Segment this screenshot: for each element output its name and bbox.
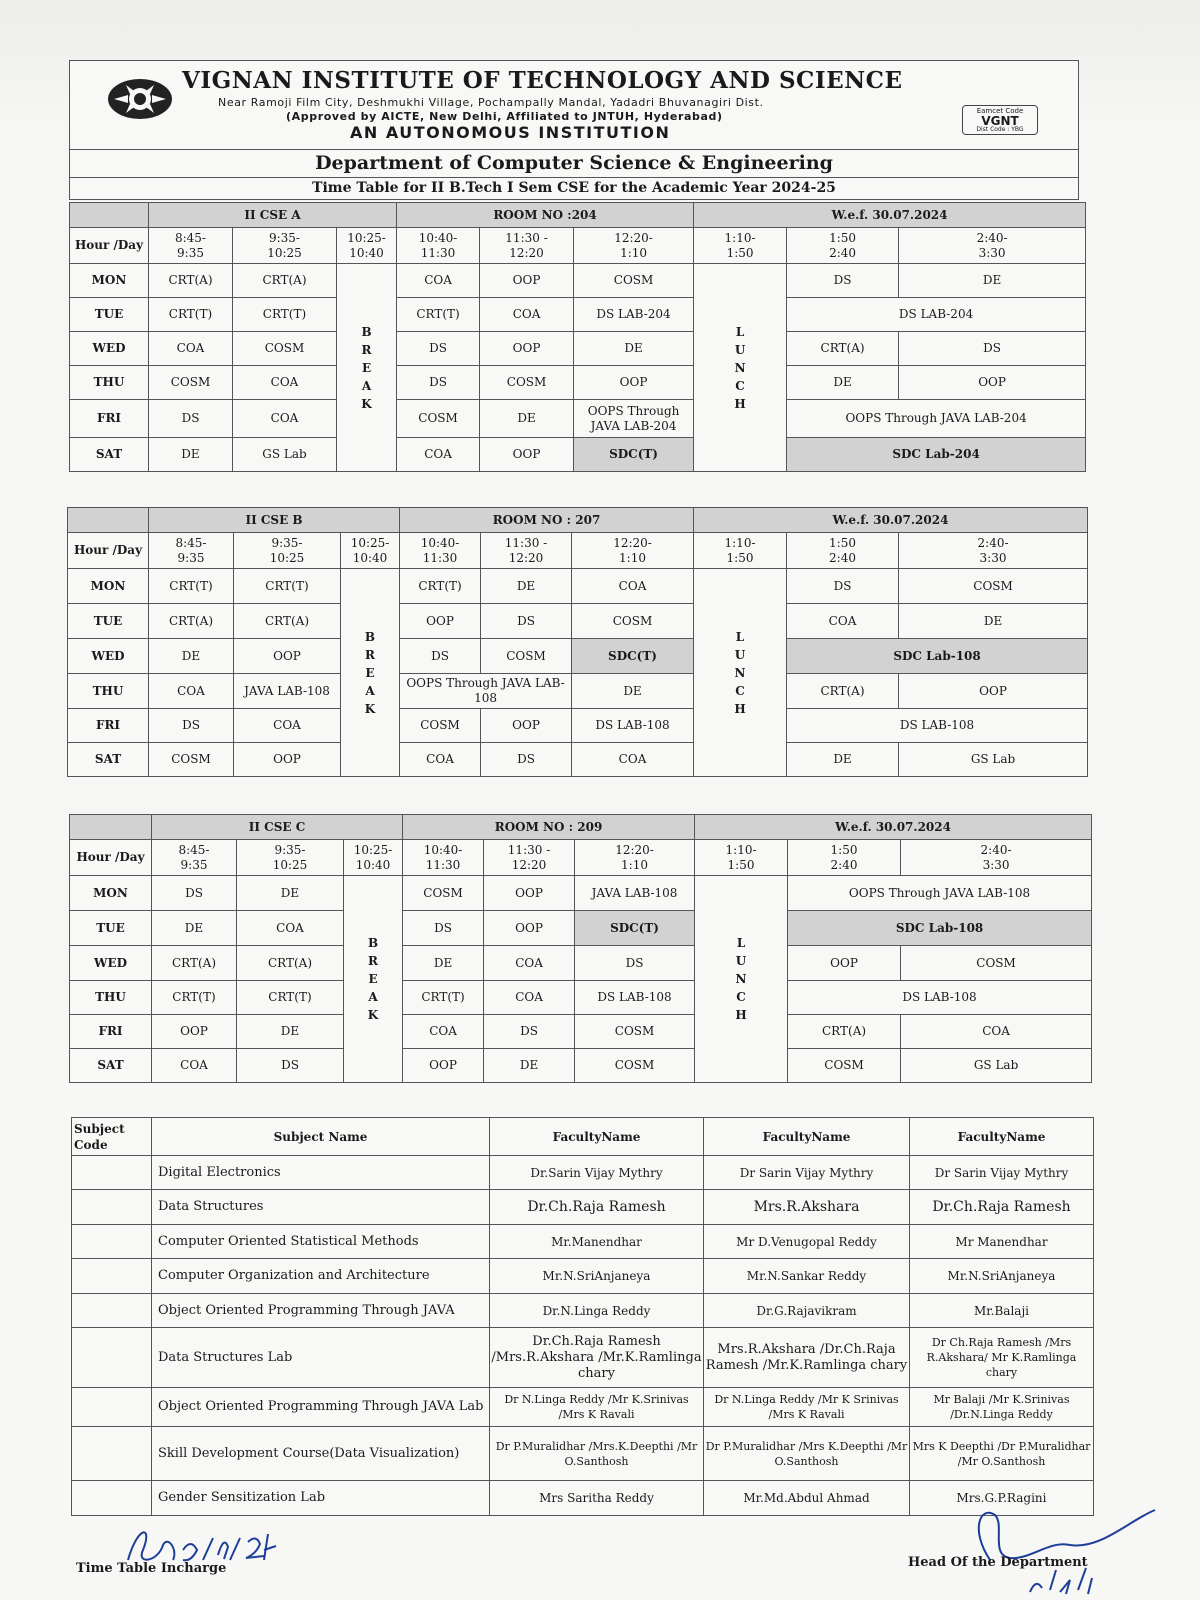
faculty-a: Dr N.Linga Reddy /Mr K.Srinivas /Mrs K Ravali [490,1388,704,1427]
faculty-b: Mr.Md.Abdul Ahmad [704,1481,910,1516]
cell: COSM [233,332,337,366]
faculty-header-b: FacultyName [704,1118,910,1156]
faculty-row [72,1328,1094,1388]
period-lunch: 1:10- 1:50 [694,533,787,569]
day-mon: MON [70,876,152,911]
cell: OOP [152,1015,237,1049]
period-break: 10:25- 10:40 [344,840,403,876]
period-1: 8:45- 9:35 [149,228,233,264]
hod-signature-icon [960,1500,1160,1600]
cell: DS [400,639,481,674]
faculty-a: Dr.Sarin Vijay Mythry [490,1156,704,1190]
break-letter: R [365,647,375,662]
cell: COA [397,264,480,298]
subject-name-header: Subject Name [152,1118,490,1156]
day-tue: TUE [70,911,152,946]
subject-name: Data Structures [152,1190,490,1225]
cell: COSM [899,569,1088,604]
hour-day-label: Hour /Day [70,228,149,264]
faculty-b: Mrs.R.Akshara [704,1190,910,1225]
cell: SDC(T) [572,639,694,674]
faculty-row [72,1294,1094,1328]
cell: CRT(T) [403,981,484,1015]
cell: SDC Lab-108 [787,639,1088,674]
cell: DS [575,946,695,981]
cell: DE [403,946,484,981]
cell: DE [480,400,574,438]
cell: COSM [572,604,694,639]
cell: OOP [480,264,574,298]
cell: OOP [481,709,572,743]
faculty-b: Dr Sarin Vijay Mythry [704,1156,910,1190]
section-name: II CSE C [152,815,403,840]
day-wed: WED [70,946,152,981]
break-letter: K [367,1008,379,1022]
institute-name: VIGNAN INSTITUTE OF TECHNOLOGY AND SCIENCE [182,67,903,94]
period-1: 8:45- 9:35 [152,840,237,876]
cell: COA [484,981,575,1015]
timetable-section-a [69,202,1086,472]
cell: CRT(A) [787,332,899,366]
cell: DS [899,332,1086,366]
cell: COA [787,604,899,639]
faculty-c: Dr Ch.Raja Ramesh /Mrs R.Akshara/ Mr K.Ramlinga chary [910,1328,1094,1388]
cell: COSM [481,639,572,674]
cell: CRT(T) [237,981,344,1015]
period-break: 10:25- 10:40 [341,533,400,569]
faculty-a: Dr.N.Linga Reddy [490,1294,704,1328]
faculty-c: Mr Manendhar [910,1225,1094,1259]
lunch-letter: C [735,683,745,698]
faculty-row [72,1388,1094,1427]
faculty-b: Mr.N.Sankar Reddy [704,1259,910,1294]
break-letter: K [361,396,372,411]
faculty-row [72,1481,1094,1516]
cell: DE [899,264,1086,298]
break-letter: R [361,342,372,357]
faculty-a: Dr P.Muralidhar /Mrs.K.Deepthi /Mr O.Santhosh [490,1427,704,1481]
cell: DE [149,639,234,674]
cell: DE [237,1015,344,1049]
subject-name: Object Oriented Programming Through JAVA [152,1294,490,1328]
room-number: ROOM NO : 207 [400,508,694,533]
cell: COSM [788,1049,901,1083]
subject-name: Computer Organization and Architecture [152,1259,490,1294]
cell: CRT(A) [152,946,237,981]
cell: OOP [574,366,694,400]
section-name: II CSE B [149,508,400,533]
break-letter: E [368,972,378,986]
cell: COA [484,946,575,981]
lunch-letter: U [734,647,746,662]
faculty-b: Dr.G.Rajavikram [704,1294,910,1328]
cell: DS LAB-108 [788,981,1092,1015]
cell: OOP [788,946,901,981]
lunch-letter: L [736,936,746,950]
cell: COSM [575,1049,695,1083]
lunch-column [694,569,787,777]
cell: DE [899,604,1088,639]
eamcet-label: Eamcet Code [976,107,1024,115]
faculty-a: Dr.Ch.Raja Ramesh [490,1190,704,1225]
lunch-letter: U [734,342,746,357]
faculty-c: Mr.N.SriAnjaneya [910,1259,1094,1294]
cell: CRT(A) [234,604,341,639]
cell: CRT(A) [149,264,233,298]
cell: DS [484,1015,575,1049]
day-fri: FRI [68,709,149,743]
cell: DE [572,674,694,709]
cell: SDC Lab-108 [788,911,1092,946]
cell: DE [237,876,344,911]
cell: COA [234,709,341,743]
cell: SDC Lab-204 [787,438,1086,472]
cell: OOP [480,438,574,472]
cell: JAVA LAB-108 [575,876,695,911]
subject-name: Data Structures Lab [152,1328,490,1388]
cell: DS LAB-108 [787,709,1088,743]
eamcet-code: VGNT [981,114,1019,128]
break-letter: B [361,324,372,339]
cell: SDC(T) [574,438,694,472]
room-number: ROOM NO : 209 [403,815,695,840]
cell: OOPS Through JAVA LAB-204 [574,400,694,438]
cell: DS [481,604,572,639]
cell: DE [149,438,233,472]
cell: CRT(T) [400,569,481,604]
cell: SDC(T) [575,911,695,946]
cell: DS [397,332,480,366]
period-3: 10:40- 11:30 [397,228,480,264]
faculty-a: Mr.N.SriAnjaneya [490,1259,704,1294]
cell: COA [152,1049,237,1083]
cell: DE [484,1049,575,1083]
cell: DS [152,876,237,911]
cell: OOP [899,366,1086,400]
cell: COSM [403,876,484,911]
day-thu: THU [68,674,149,709]
cell: COA [149,674,234,709]
period-7: 2:40- 3:30 [901,840,1092,876]
cell: CRT(A) [788,1015,901,1049]
subject-name: Computer Oriented Statistical Methods [152,1225,490,1259]
period-5: 12:20- 1:10 [572,533,694,569]
period-break: 10:25- 10:40 [337,228,397,264]
period-4: 11:30 - 12:20 [481,533,572,569]
hour-day-label: Hour /Day [68,533,149,569]
cell: CRT(A) [787,674,899,709]
period-2: 9:35- 10:25 [233,228,337,264]
faculty-row [72,1427,1094,1481]
break-letter: A [368,990,378,1004]
lunch-letter: L [735,629,745,644]
faculty-a: Mrs Saritha Reddy [490,1481,704,1516]
break-letter: K [364,701,376,716]
cell: COA [233,400,337,438]
cell: OOP [484,911,575,946]
faculty-row [72,1259,1094,1294]
cell: GS Lab [899,743,1088,777]
period-lunch: 1:10- 1:50 [695,840,788,876]
period-1: 8:45- 9:35 [149,533,234,569]
cell: COA [572,569,694,604]
cell: COSM [480,366,574,400]
cell: OOPS Through JAVA LAB-108 [788,876,1092,911]
cell: COA [901,1015,1092,1049]
faculty-b: Dr N.Linga Reddy /Mr K Srinivas /Mrs K Ravali [704,1388,910,1427]
cell: COSM [397,400,480,438]
cell: DS LAB-204 [574,298,694,332]
faculty-table [71,1117,1094,1516]
subject-name: Skill Development Course(Data Visualization) [152,1427,490,1481]
period-5: 12:20- 1:10 [575,840,695,876]
day-mon: MON [68,569,149,604]
cell: DS [787,264,899,298]
cell: DS [237,1049,344,1083]
department-title: Department of Computer Science & Engineering [70,149,1078,178]
cell: CRT(T) [234,569,341,604]
cell: DE [787,743,899,777]
break-letter: A [361,378,372,393]
cell: CRT(T) [233,298,337,332]
subject-name: Object Oriented Programming Through JAVA Lab [152,1388,490,1427]
cell: COA [480,298,574,332]
day-wed: WED [70,332,149,366]
hour-day-label: Hour /Day [70,840,152,876]
timetable-section-b [67,507,1088,777]
period-6: 1:50 2:40 [787,533,899,569]
period-2: 9:35- 10:25 [237,840,344,876]
day-tue: TUE [70,298,149,332]
cell: DS [403,911,484,946]
faculty-b: Mrs.R.Akshara /Dr.Ch.Raja Ramesh /Mr.K.Ramlinga chary [704,1328,910,1388]
break-letter: R [368,954,378,968]
period-lunch: 1:10- 1:50 [694,228,787,264]
cell: COSM [575,1015,695,1049]
cell: CRT(A) [149,604,234,639]
section-name: II CSE A [149,203,397,228]
lunch-column [695,876,788,1083]
faculty-row [72,1156,1094,1190]
institute-address: Near Ramoji Film City, Deshmukhi Village, Pochampally Mandal, Yadadri Bhuvanagiri Dist. [218,96,764,109]
cell: CRT(A) [233,264,337,298]
lunch-letter: H [734,701,746,716]
cell: COA [397,438,480,472]
period-2: 9:35- 10:25 [234,533,341,569]
cell: OOP [400,604,481,639]
cell: DS [481,743,572,777]
faculty-row [72,1190,1094,1225]
approval-text: (Approved by AICTE, New Delhi, Affiliated to JNTUH, Hyderabad) [286,110,723,123]
period-3: 10:40- 11:30 [403,840,484,876]
cell: OOPS Through JAVA LAB-204 [787,400,1086,438]
day-sat: SAT [68,743,149,777]
cell: GS Lab [233,438,337,472]
period-7: 2:40- 3:30 [899,533,1088,569]
cell: DE [787,366,899,400]
lunch-letter: L [735,324,745,339]
cell: DS [787,569,899,604]
lunch-letter: N [734,360,746,375]
autonomous-text: AN AUTONOMOUS INSTITUTION [350,123,671,142]
faculty-a: Mr.Manendhar [490,1225,704,1259]
lunch-letter: U [735,954,747,968]
cell: COSM [901,946,1092,981]
cell: COA [233,366,337,400]
break-letter: B [364,629,376,644]
eamcet-code-box [962,105,1038,135]
period-5: 12:20- 1:10 [574,228,694,264]
lunch-letter: C [736,990,746,1004]
day-fri: FRI [70,400,149,438]
faculty-b: Mr D.Venugopal Reddy [704,1225,910,1259]
period-7: 2:40- 3:30 [899,228,1086,264]
faculty-c: Dr.Ch.Raja Ramesh [910,1190,1094,1225]
cell: GS Lab [901,1049,1092,1083]
break-column [344,876,403,1083]
day-mon: MON [70,264,149,298]
cell: DS [149,400,233,438]
faculty-c: Dr Sarin Vijay Mythry [910,1156,1094,1190]
lunch-letter: C [735,378,745,393]
cell: COSM [574,264,694,298]
period-6: 1:50 2:40 [788,840,901,876]
day-tue: TUE [68,604,149,639]
cell: OOP [403,1049,484,1083]
cell: COSM [400,709,481,743]
cell: CRT(T) [397,298,480,332]
cell: DS LAB-108 [575,981,695,1015]
faculty-c: Mr.Balaji [910,1294,1094,1328]
lunch-letter: H [734,396,746,411]
break-letter: A [365,683,375,698]
institute-header [69,60,1079,200]
cell: COA [149,332,233,366]
break-letter: E [365,665,375,680]
subject-name: Gender Sensitization Lab [152,1481,490,1516]
cell: OOP [234,639,341,674]
room-number: ROOM NO :204 [397,203,694,228]
day-fri: FRI [70,1015,152,1049]
period-4: 11:30 - 12:20 [480,228,574,264]
subject-code-header: Subject Code [72,1118,152,1156]
faculty-header-a: FacultyName [490,1118,704,1156]
faculty-a: Dr.Ch.Raja Ramesh /Mrs.R.Akshara /Mr.K.Ramlinga chary [490,1328,704,1388]
cell: DS LAB-108 [572,709,694,743]
day-wed: WED [68,639,149,674]
timetable-title: Time Table for II B.Tech I Sem CSE for the Academic Year 2024-25 [312,180,836,196]
lunch-letter: N [734,665,746,680]
cell: DE [574,332,694,366]
timetable-incharge-label: Time Table Incharge [76,1561,227,1576]
day-sat: SAT [70,438,149,472]
faculty-row [72,1225,1094,1259]
cell: CRT(T) [149,569,234,604]
cell: OOP [480,332,574,366]
day-thu: THU [70,981,152,1015]
cell: CRT(T) [149,298,233,332]
break-letter: E [361,360,372,375]
period-6: 1:50 2:40 [787,228,899,264]
cell: OOP [484,876,575,911]
institute-logo-icon [106,75,174,123]
faculty-c: Mrs K Deepthi /Dr P.Muralidhar /Mr O.Santhosh [910,1427,1094,1481]
break-letter: B [367,936,379,950]
cell: COA [400,743,481,777]
cell: COA [572,743,694,777]
cell: CRT(T) [152,981,237,1015]
timetable-section-c [69,814,1092,1083]
faculty-header-c: FacultyName [910,1118,1094,1156]
faculty-b: Dr P.Muralidhar /Mrs K.Deepthi /Mr O.Santhosh [704,1427,910,1481]
period-4: 11:30 - 12:20 [484,840,575,876]
cell: DE [152,911,237,946]
cell: CRT(A) [237,946,344,981]
lunch-column [694,264,787,472]
day-thu: THU [70,366,149,400]
head-of-department-label: Head Of the Department [908,1555,1088,1570]
wef-date: W.e.f. 30.07.2024 [694,203,1086,228]
break-column [341,569,400,777]
cell: COA [403,1015,484,1049]
day-sat: SAT [70,1049,152,1083]
faculty-c: Mrs.G.P.Ragini [910,1481,1094,1516]
lunch-letter: H [735,1008,747,1022]
cell: DS [149,709,234,743]
wef-date: W.e.f. 30.07.2024 [694,508,1088,533]
wef-date: W.e.f. 30.07.2024 [695,815,1092,840]
dist-code: Dist Code : YBG [976,126,1024,133]
cell: OOPS Through JAVA LAB-108 [400,674,572,709]
cell: DE [481,569,572,604]
faculty-c: Mr Balaji /Mr K.Srinivas /Dr.N.Linga Reddy [910,1388,1094,1427]
cell: JAVA LAB-108 [234,674,341,709]
break-column [337,264,397,472]
cell: DS [397,366,480,400]
cell: OOP [234,743,341,777]
period-3: 10:40- 11:30 [400,533,481,569]
cell: COSM [149,366,233,400]
cell: DS LAB-204 [787,298,1086,332]
lunch-letter: N [735,972,747,986]
cell: COA [237,911,344,946]
cell: COSM [149,743,234,777]
subject-name: Digital Electronics [152,1156,490,1190]
cell: OOP [899,674,1088,709]
